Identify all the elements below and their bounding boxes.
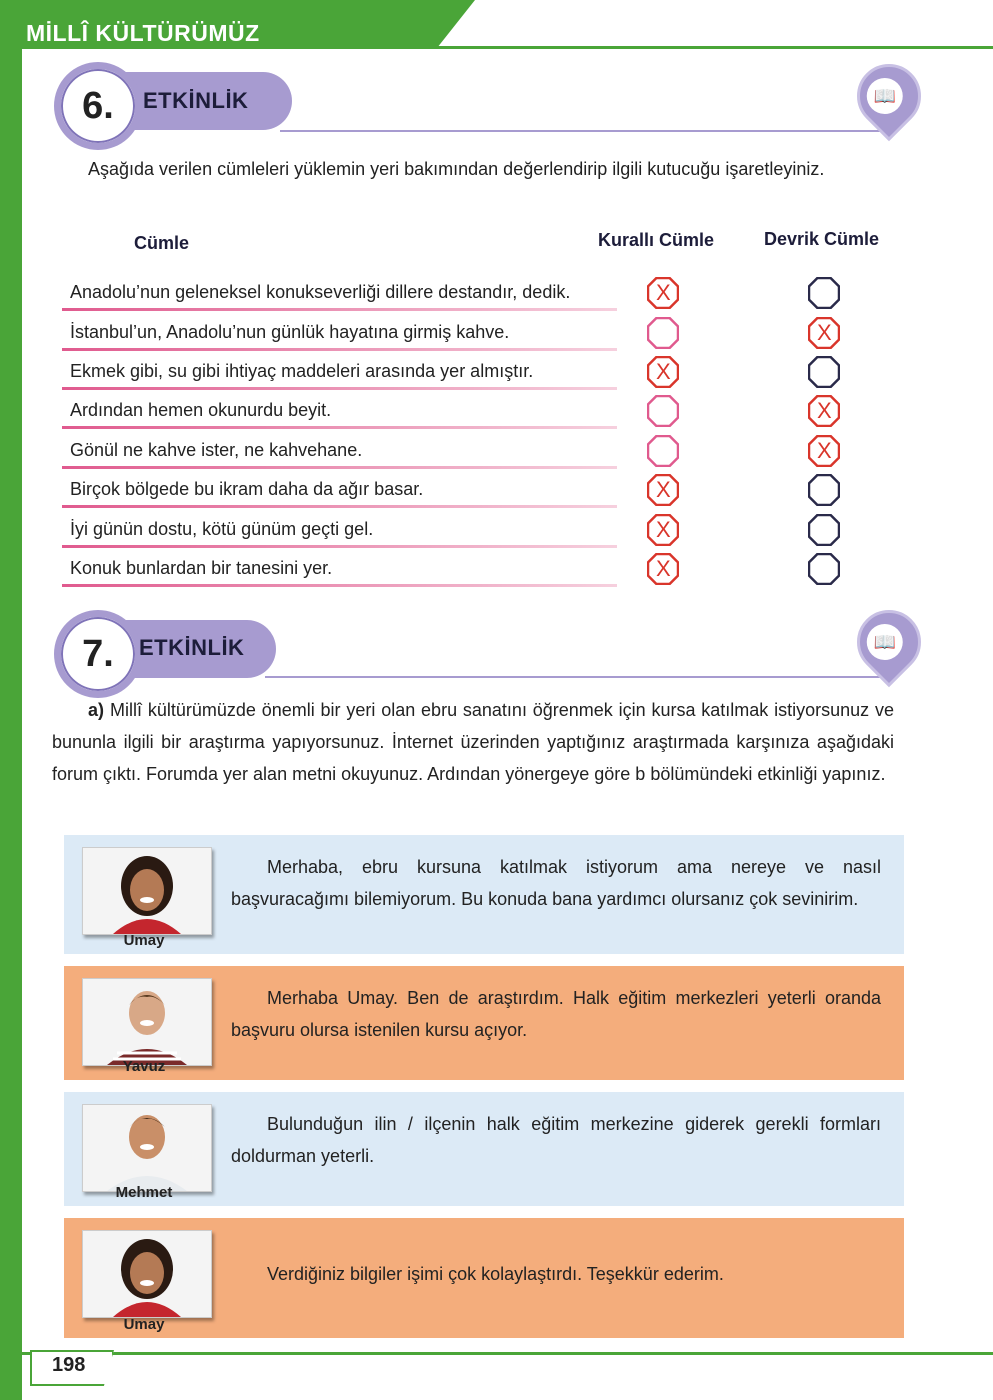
sentence-underline [62,584,617,587]
checkbox-inverted[interactable] [808,395,840,427]
sentence-underline [62,387,617,390]
post-message: Bulunduğun ilin / ilçenin halk eğitim merkezine giderek gerekli formları doldurman yeterli. [231,1114,881,1166]
sentence-text: Anadolu’nun geleneksel konukseverliği dillere destandır, dedik. [70,282,571,302]
book-pin-icon: 📖 [844,51,935,142]
sentence-text: İyi günün dostu, kötü günüm geçti gel. [70,519,374,539]
sentence-text: Gönül ne kahve ister, ne kahvehane. [70,440,363,460]
sentence-underline [62,426,617,429]
check-mark-icon: X [656,280,671,305]
sentence-text: Birçok bölgede bu ikram daha da ağır basar. [70,479,424,499]
avatar [82,1230,212,1318]
checkbox-regular[interactable] [647,356,679,388]
post-message: Verdiğiniz bilgiler işimi çok kolaylaştırdı. Teşekkür ederim. [267,1264,724,1284]
sentence-text: Konuk bunlardan bir tanesini yer. [70,558,333,578]
sentence-text: Ardından hemen okunurdu beyit. [70,400,332,420]
author-name: Umay [123,932,165,949]
post-message: Merhaba, ebru kursuna katılmak istiyorum ama nereye ve nasıl başvuracağımı bilemiyorum. Bu konuda bana yardımcı olursanız çok sevinirim. [231,857,881,909]
header-title: MİLLÎ KÜLTÜRÜMÜZ [26,20,260,46]
checkbox-inverted[interactable] [808,553,840,585]
avatar [82,1104,212,1192]
sentence-underline [62,505,617,508]
activity-7-label: ETKİNLİK [139,635,245,660]
sentence-underline [62,466,617,469]
checkbox-inverted[interactable] [808,474,840,506]
avatar [82,847,212,935]
activity-7-number: 7. [54,610,142,698]
author-name: Mehmet [115,1184,173,1201]
sentence-text: İstanbul’un, Anadolu’nun günlük hayatına girmiş kahve. [70,322,510,342]
checkbox-inverted[interactable] [808,317,840,349]
checkbox-regular[interactable] [647,277,679,309]
sentence-underline [62,348,617,351]
activity-7-paragraph [52,694,894,790]
checkbox-regular[interactable] [647,474,679,506]
check-mark-icon: X [656,556,671,581]
author-name: Yavuz [122,1058,166,1075]
activity-6-label: ETKİNLİK [143,88,249,113]
paragraph-text: Millî kültürümüzde önemli bir yeri olan ebru sanatını öğrenmek için kursa katılmak istiyorsunuz ve bununla ilgili bir araştırma yapıyorsunuz. İnternet üzerinden yaptığınız araştırmada karşınıza aşağıdaki forum çıktı. Forumda yer alan metni okuyunuz. Ardından yönergeye göre b bölümündeki etkinliği yapınız. [52,700,894,784]
page-number: 198 [52,1354,86,1376]
checkbox-regular[interactable] [647,435,679,467]
part-label: a) [88,700,105,720]
check-mark-icon: X [656,477,671,502]
check-mark-icon: X [817,438,832,463]
book-pin-icon: 📖 [844,597,935,688]
checkbox-inverted[interactable] [808,435,840,467]
footer-rule [0,1352,993,1355]
activity-6-rule [280,130,885,132]
avatar [82,978,212,1066]
check-mark-icon: X [817,320,832,345]
check-mark-icon: X [656,517,671,542]
checkbox-regular[interactable] [647,317,679,349]
checkbox-inverted[interactable] [808,277,840,309]
checkbox-regular[interactable] [647,395,679,427]
column-inverted: Devrik Cümle [764,229,880,249]
checkbox-regular[interactable] [647,514,679,546]
checkbox-regular[interactable] [647,553,679,585]
check-mark-icon: X [656,359,671,384]
activity-6-instruction: Aşağıda verilen cümleleri yüklemin yeri bakımından değerlendirip ilgili kutucuğu işaretleyiniz. [88,159,825,179]
checkbox-inverted[interactable] [808,356,840,388]
activity-7-rule [265,676,885,678]
author-name: Umay [123,1316,165,1333]
check-mark-icon: X [817,398,832,423]
sentence-underline [62,308,617,311]
left-green-bar [0,0,22,1400]
column-sentence: Cümle [134,233,190,253]
post-message: Merhaba Umay. Ben de araştırdım. Halk eğitim merkezleri yeterli oranda başvuru olursa istenilen kursu açıyor. [231,988,881,1040]
checkbox-inverted[interactable] [808,514,840,546]
activity-6-number: 6. [54,62,142,150]
sentence-text: Ekmek gibi, su gibi ihtiyaç maddeleri arasında yer almıştır. [70,361,534,381]
sentence-underline [62,545,617,548]
column-regular: Kurallı Cümle [598,230,715,250]
